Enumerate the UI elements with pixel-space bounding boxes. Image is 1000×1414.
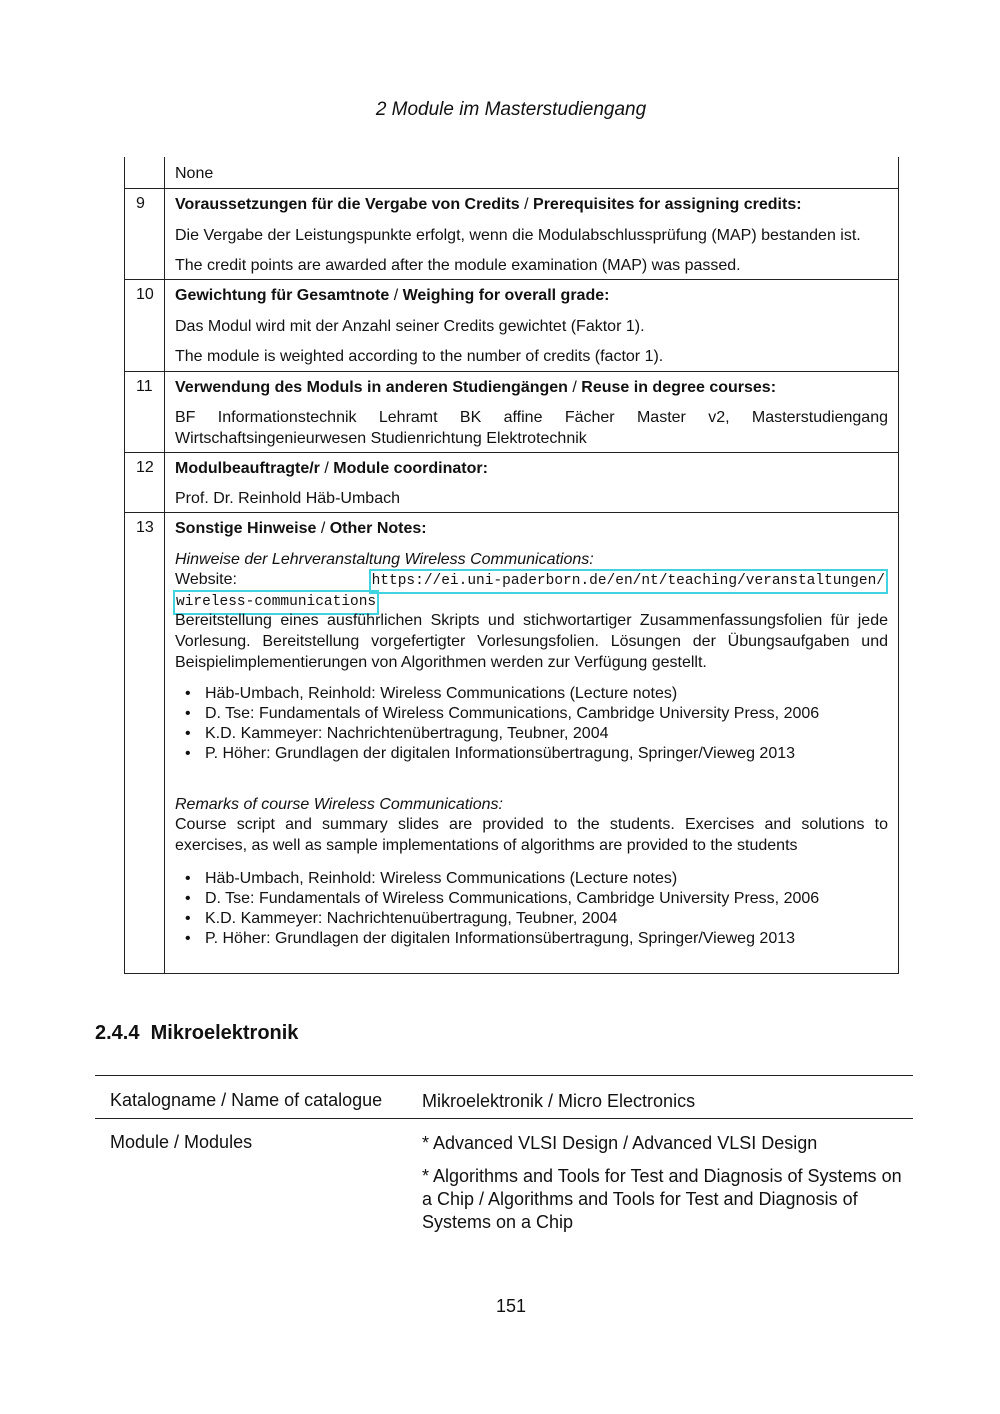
heading-de: Modulbeauftragte/r <box>175 460 320 477</box>
table-row-11 <box>125 371 898 452</box>
table-row-9 <box>125 188 898 279</box>
row11-text: BF Informationstechnik Lehramt BK affine Fächer Master v2, Masterstudiengang Wirtschaftsingenieurwesen Studienrichtung Elektrotechnik <box>175 409 888 447</box>
row-number: 12 <box>136 459 154 476</box>
heading-de: Gewichtung für Gesamtnote <box>175 287 390 304</box>
row-number: 10 <box>136 286 154 303</box>
row9-heading <box>175 194 888 215</box>
row9-text-de: Die Vergabe der Leistungspunkte erfolgt, wenn die Modulabschlussprüfung (MAP) bestanden ist. <box>175 227 861 244</box>
running-header: 2 Module im Masterstudiengang <box>375 99 647 120</box>
section-number: 2.4.4 <box>95 1022 140 1044</box>
list-item: • K.D. Kammeyer: Nachrichtenübertragung, Teubner, 2004 <box>185 725 609 742</box>
row-number: 13 <box>136 519 154 536</box>
row12-heading <box>175 458 888 479</box>
list-item: • P. Höher: Grundlagen der digitalen Informationsübertragung, Springer/Vieweg 2013 <box>185 745 796 762</box>
page-number: 151 <box>495 1296 527 1316</box>
list-item: • K.D. Kammeyer: Nachrichtenuübertragung, Teubner, 2004 <box>185 910 618 927</box>
notes-en-text: Course script and summary slides are provided to the students. Exercises and solutions to exercises, as well as sample implementations of algorithms are provided to the students <box>175 816 888 854</box>
notes-de-title: Hinweise der Lehrveranstaltung Wireless Communications: <box>175 551 594 568</box>
heading-de: Voraussetzungen für die Vergabe von Credits <box>175 196 520 213</box>
heading-en: Weighing for overall grade: <box>402 287 610 304</box>
module-table <box>124 157 899 974</box>
catalog-module-item: * Advanced VLSI Design / Advanced VLSI Design <box>422 1133 818 1153</box>
heading-en: Module coordinator: <box>333 460 488 477</box>
literature-list-de <box>175 684 888 764</box>
catalog-mid-rule <box>95 1118 913 1119</box>
heading-separator: / <box>519 196 534 213</box>
catalog-module-item: * Algorithms and Tools for Test and Diagnosis of Systems on a Chip / Algorithms and Tools for Test and Diagnosis of Systems on a Chip <box>422 1166 902 1232</box>
table-row-12 <box>125 452 898 512</box>
list-item: • D. Tse: Fundamentals of Wireless Communications, Cambridge University Press, 2006 <box>185 890 820 907</box>
heading-separator: / <box>567 379 582 396</box>
website-link[interactable]: https://ei.uni-paderborn.de/en/nt/teaching/veranstaltungen/ <box>369 569 888 594</box>
row10-text-de: Das Modul wird mit der Anzahl seiner Credits gewichtet (Faktor 1). <box>175 318 645 335</box>
heading-en: Reuse in degree courses: <box>581 379 777 396</box>
catalog-modules-label: Module / Modules <box>110 1132 253 1152</box>
table-row-10 <box>125 279 898 371</box>
literature-list-en <box>175 869 888 949</box>
heading-en: Other Notes: <box>329 520 427 537</box>
section-heading <box>95 1022 298 1045</box>
section-title: Mikroelektronik <box>150 1022 299 1044</box>
website-line <box>175 569 888 590</box>
notes-de-text: Bereitstellung eines ausführlichen Skripts und stichwortartiger Zusammenfassungsfolien für jede Vorlesung. Bereitstellung vorgefertigter Vorlesungsfolien. Lösungen der Übungsaufgaben und Beispielimplementierungen von Algorithmen werden zur Verfügung gestellt. <box>175 612 888 671</box>
row9-text-en: The credit points are awarded after the module examination (MAP) was passed. <box>175 257 741 274</box>
website-line-2 <box>175 589 888 610</box>
row-number: 9 <box>136 195 145 212</box>
heading-separator: / <box>319 460 334 477</box>
list-item: • P. Höher: Grundlagen der digitalen Informationsübertragung, Springer/Vieweg 2013 <box>185 930 796 947</box>
heading-de: Verwendung des Moduls in anderen Studiengängen <box>175 379 568 396</box>
row8-text: None <box>175 165 214 182</box>
list-item: • D. Tse: Fundamentals of Wireless Communications, Cambridge University Press, 2006 <box>185 705 820 722</box>
row-number: 11 <box>136 378 153 395</box>
list-item: • Häb-Umbach, Reinhold: Wireless Communications (Lecture notes) <box>185 870 678 887</box>
heading-de: Sonstige Hinweise <box>175 520 317 537</box>
row11-heading <box>175 377 888 398</box>
heading-separator: / <box>389 287 403 304</box>
row13-heading <box>175 518 888 539</box>
row12-text: Prof. Dr. Reinhold Häb-Umbach <box>175 490 400 507</box>
notes-en-title: Remarks of course Wireless Communications: <box>175 796 503 813</box>
table-row-8-tail <box>125 157 898 188</box>
table-row-13 <box>125 512 898 974</box>
website-label: Website: <box>175 571 237 588</box>
website-link-continued[interactable]: wireless-communications <box>173 590 379 615</box>
catalog-top-rule <box>95 1075 913 1076</box>
row10-heading <box>175 285 888 306</box>
catalog-name-label: Katalogname / Name of catalogue <box>110 1090 383 1110</box>
heading-separator: / <box>316 520 330 537</box>
catalog-name-value: Mikroelektronik / Micro Electronics <box>422 1091 696 1111</box>
heading-en: Prerequisites for assigning credits: <box>533 196 802 213</box>
list-item: • Häb-Umbach, Reinhold: Wireless Communications (Lecture notes) <box>185 685 678 702</box>
row10-text-en: The module is weighted according to the number of credits (factor 1). <box>175 348 664 365</box>
